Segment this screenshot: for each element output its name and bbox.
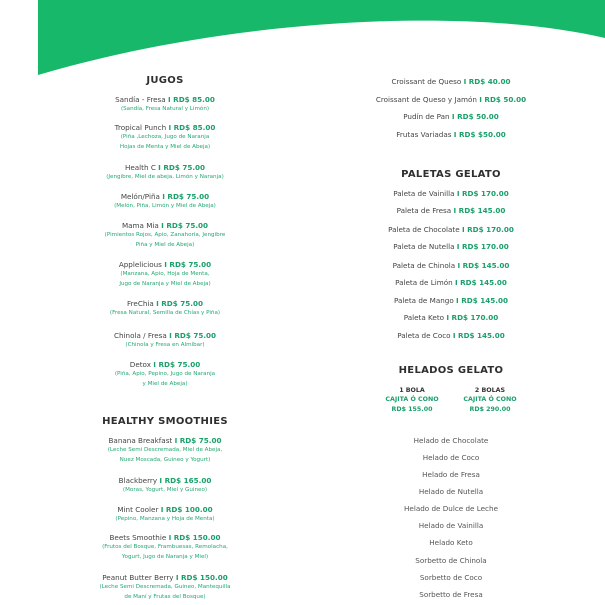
- item-name-text: Paleta Keto: [403, 313, 445, 322]
- flavor-item: Helado de Fresa: [422, 470, 480, 479]
- item-price: I RD$ 75.00: [162, 192, 210, 201]
- menu-item: [60, 573, 270, 582]
- size-option: [455, 386, 525, 414]
- description-line: Nuez Moscada, Guineo y Yogurt): [119, 456, 211, 463]
- description-line: (Fresa Natural, Semilla de Chías y Piña): [109, 310, 221, 316]
- item-price: I RD$ 170.00: [456, 189, 509, 198]
- menu-item: [60, 192, 270, 201]
- item-price: I RD$ 85.00: [168, 95, 215, 104]
- flavor-item: Helado de Coco: [422, 453, 480, 462]
- item-description: [60, 202, 270, 212]
- item-price: I RD$ 50.00: [479, 95, 527, 104]
- item-name-text: Paleta de Fresa: [396, 206, 452, 215]
- menu-item: [60, 221, 270, 230]
- menu-item: [60, 95, 270, 104]
- paletas-heading: PALETAS GELATO: [401, 169, 501, 180]
- item-name-text: Paleta de Chocolate: [388, 225, 460, 234]
- flavor-item: Helado de Dulce de Leche: [404, 504, 498, 513]
- item-price: I RD$ 75.00: [156, 299, 204, 308]
- item-name-text: Frutas Variadas: [396, 130, 452, 139]
- menu-item: [60, 505, 270, 514]
- menu-item: [60, 476, 270, 485]
- item-price: I RD$ 145.00: [457, 261, 510, 270]
- flavor-item: Helado de Nutella: [418, 487, 484, 496]
- description-line: (Piña, Apio, Pepino, Jugo de Naranja: [114, 371, 216, 377]
- item-price: I RD$ 170.00: [446, 313, 499, 322]
- item-name-text: Mint Cooler: [117, 505, 159, 514]
- flavor-item: Helado de Chocolate: [413, 436, 489, 445]
- description-line: (Melón, Piña, Limón y Miel de Abeja): [114, 203, 216, 209]
- item-name-text: Peanut Butter Berry: [102, 573, 174, 582]
- header-banner: [0, 0, 605, 80]
- item-price: I RD$ 75.00: [174, 436, 222, 445]
- item-price: I RD$ 100.00: [160, 505, 213, 514]
- flavor-item: Sorbetto de Chinola: [415, 556, 487, 565]
- menu-item: [345, 112, 557, 121]
- size-option: [377, 386, 447, 414]
- item-name-text: Mama Mia: [121, 221, 159, 230]
- description-line: (Leche Semi Descremada, Guineo, Mantequilla: [99, 584, 231, 590]
- item-name-text: Paleta de Mango: [394, 296, 454, 305]
- item-price: I RD$ 75.00: [169, 331, 217, 340]
- item-description: [60, 105, 270, 115]
- item-price: I RD$ 75.00: [161, 221, 209, 230]
- description-line: Hojas de Menta y Miel de Abeja): [119, 143, 211, 150]
- helados-heading: HELADOS GELATO: [398, 365, 504, 376]
- smoothies-heading: HEALTHY SMOOTHIES: [102, 416, 228, 427]
- item-price: I RD$ 165.00: [159, 476, 212, 485]
- item-description: [60, 486, 270, 496]
- item-price: I RD$ 145.00: [453, 206, 506, 215]
- menu-item: [60, 436, 270, 445]
- menu-item: [60, 163, 270, 172]
- item-name-text: Applelicious: [118, 260, 162, 269]
- item-price: I RD$ 40.00: [463, 77, 511, 86]
- item-name-text: Pudín de Pan: [403, 112, 450, 121]
- item-description: [60, 583, 270, 602]
- item-price: I RD$ 75.00: [164, 260, 212, 269]
- item-description: [60, 446, 270, 465]
- item-name-text: Paleta de Nutella: [393, 242, 455, 251]
- description-line: (Pimientos Rojos, Apio, Zanahoria, Jengibre: [104, 232, 226, 238]
- item-name-text: Paleta de Chinola: [392, 261, 456, 270]
- item-name-text: Paleta de Limón: [395, 278, 453, 287]
- menu-item: [345, 242, 557, 251]
- size-option-sub: CAJITA Ó CONO: [463, 396, 517, 404]
- menu-item: [345, 261, 557, 270]
- flavor-item: Sorbetto de Coco: [419, 573, 483, 582]
- item-name-text: Paleta de Coco: [397, 331, 451, 340]
- item-price: I RD$ 170.00: [461, 225, 514, 234]
- item-price: I RD$ 150.00: [175, 573, 228, 582]
- item-description: [60, 515, 270, 525]
- description-line: (Leche Semi Descremada, Miel de Abeja,: [107, 447, 223, 453]
- size-option-price: RD$ 155.00: [391, 405, 433, 413]
- description-line: (Chinola y Fresa en Almíbar): [125, 342, 205, 348]
- menu-item: [345, 313, 557, 322]
- description-line: y Miel de Abeja): [142, 380, 188, 387]
- menu-item: [345, 130, 557, 139]
- item-description: [60, 173, 270, 183]
- description-line: (Manzana, Apio, Hoja de Menta,: [120, 271, 210, 277]
- menu-item: [345, 296, 557, 305]
- menu-item: [345, 206, 557, 215]
- item-name-text: Paleta de Vainilla: [393, 189, 455, 198]
- description-line: (Moras, Yogurt, Miel y Guineo): [122, 487, 208, 493]
- menu-item: [345, 77, 557, 86]
- description-line: (Jengibre, Miel de abeja, Limón y Naranja): [106, 174, 224, 180]
- item-name-text: Blackberry: [118, 476, 158, 485]
- size-option-sub: CAJITA Ó CONO: [385, 396, 439, 404]
- item-name-text: Banana Breakfast: [108, 436, 173, 445]
- item-price: I RD$ 85.00: [168, 123, 216, 132]
- description-line: (Pepino, Manzana y Hoja de Menta): [115, 516, 215, 522]
- item-price: I RD$ 75.00: [153, 360, 201, 369]
- description-line: (Sandía, Fresa Natural y Limón): [120, 106, 210, 112]
- item-description: [60, 309, 270, 319]
- description-line: Yogurt, Jugo de Naranja y Miel): [121, 553, 209, 560]
- size-option-label: 1 BOLA: [399, 387, 425, 394]
- item-name-text: Health C: [124, 163, 156, 172]
- menu-item: [60, 331, 270, 340]
- item-description: [60, 270, 270, 289]
- flavor-item: Helado Keto: [429, 538, 473, 547]
- item-price: I RD$ 145.00: [452, 331, 505, 340]
- menu-item: [60, 360, 270, 369]
- item-description: [60, 231, 270, 250]
- menu-item: [345, 189, 557, 198]
- flavor-item: Sorbetto de Fresa: [419, 590, 483, 599]
- item-name-text: FreChia: [126, 299, 154, 308]
- flavor-item: Helado de Vainilla: [418, 521, 484, 530]
- item-name-text: Croissant de Queso: [391, 77, 462, 86]
- item-price: I RD$ 50.00: [451, 112, 499, 121]
- menu-item: [345, 278, 557, 287]
- item-price: I RD$ 145.00: [454, 278, 507, 287]
- size-option-price: RD$ 290.00: [469, 405, 511, 413]
- jugos-heading: JUGOS: [146, 75, 184, 86]
- item-name-text: Melón/Piña: [120, 192, 160, 201]
- item-description: [60, 543, 270, 562]
- item-price: I RD$ 170.00: [456, 242, 509, 251]
- item-price: I RD$ 75.00: [158, 163, 206, 172]
- menu-item: [60, 533, 270, 542]
- menu-item: [345, 225, 557, 234]
- description-line: (Piña ,Lechoza, Jugo de Naranja: [120, 134, 210, 140]
- item-price: I RD$ $50.00: [453, 130, 506, 139]
- menu-item: [60, 299, 270, 308]
- item-price: I RD$ 150.00: [168, 533, 221, 542]
- item-description: [60, 370, 270, 389]
- description-line: Piña y Miel de Abeja): [135, 241, 195, 248]
- description-line: de Maní y Frutas del Bosque): [124, 593, 206, 600]
- item-name-text: Beets Smoothie: [109, 533, 167, 542]
- item-name-text: Sandía - Fresa: [115, 95, 166, 104]
- item-name-text: Croissant de Queso y Jamón: [375, 95, 477, 104]
- menu-item: [345, 95, 557, 104]
- item-name-text: Tropical Punch: [114, 123, 167, 132]
- item-name-text: Detox: [129, 360, 151, 369]
- item-description: [60, 133, 270, 152]
- menu-item: [345, 331, 557, 340]
- menu-item: [60, 260, 270, 269]
- item-name-text: Chinola / Fresa: [113, 331, 167, 340]
- item-price: I RD$ 145.00: [456, 296, 508, 305]
- description-line: (Frutos del Bosque, Frambuesas, Remolacha,: [102, 544, 228, 550]
- item-description: [60, 341, 270, 351]
- size-option-label: 2 BOLAS: [474, 387, 506, 394]
- menu-item: [60, 123, 270, 132]
- description-line: Jugo de Naranja y Miel de Abeja): [119, 280, 211, 287]
